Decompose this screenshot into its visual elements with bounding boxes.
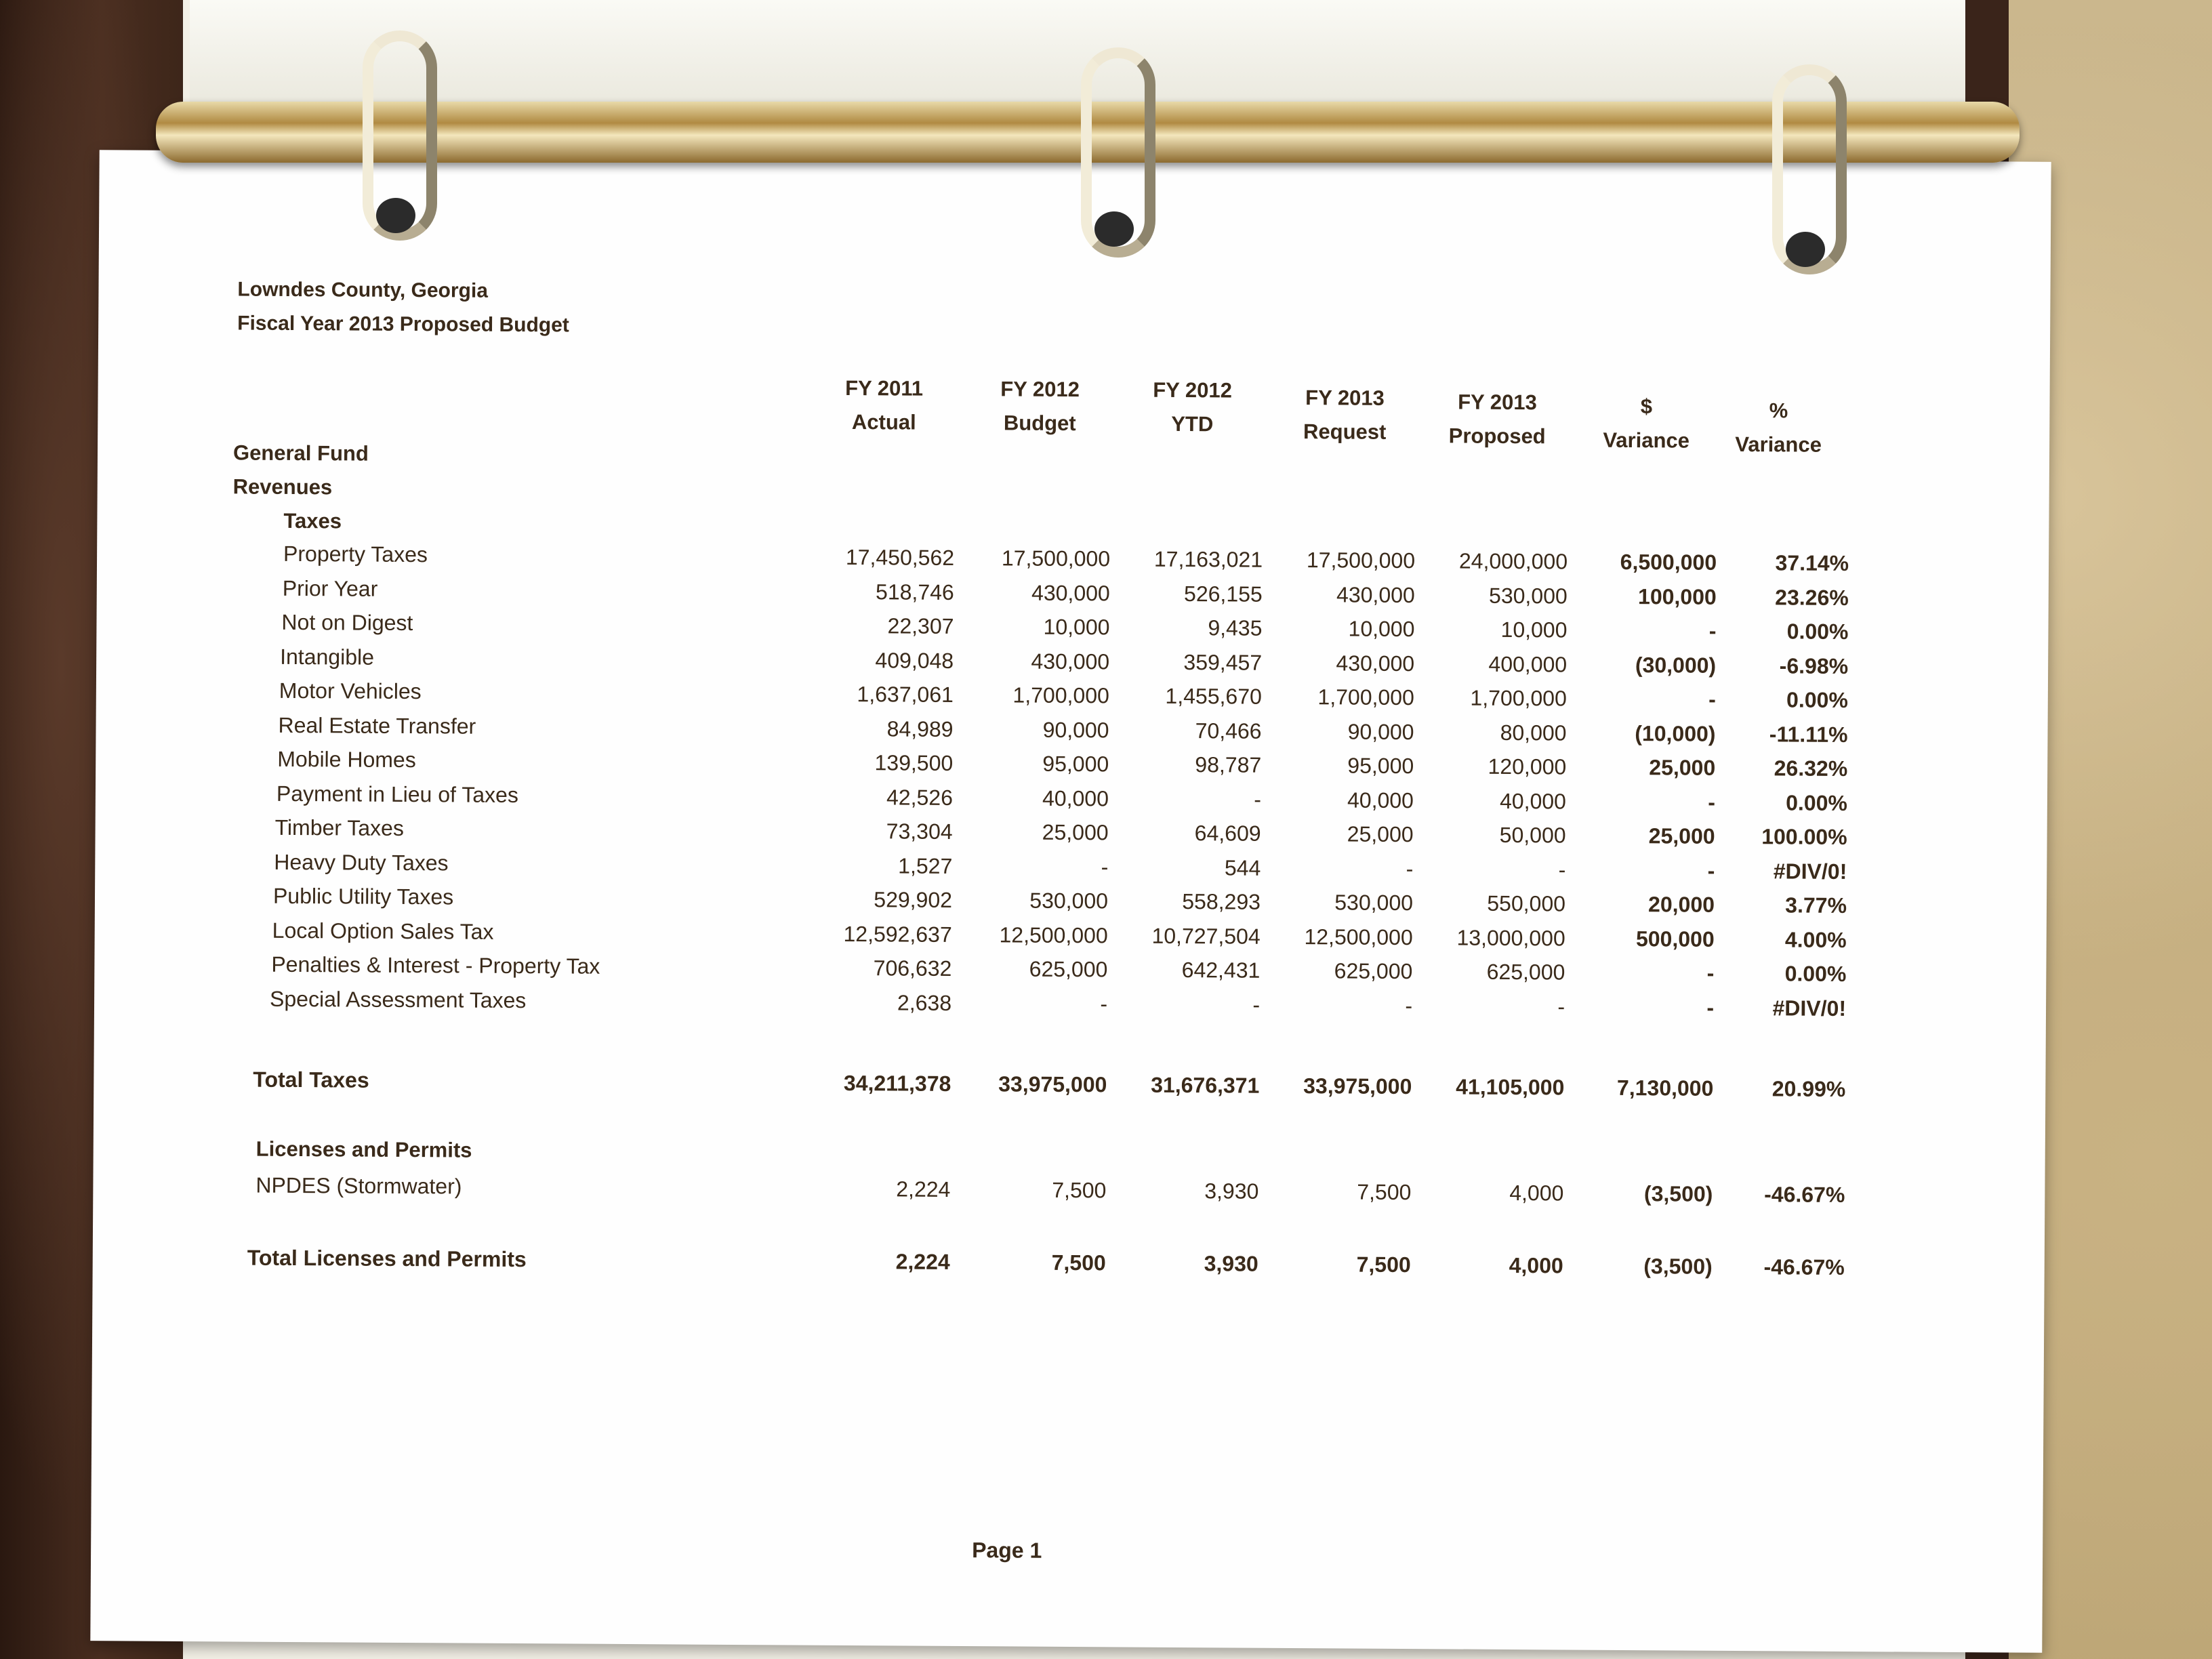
cell-fy2013-proposed: 625,000 [1486,959,1565,985]
cell-fy2012-ytd: 70,466 [1195,718,1262,743]
cell-percent-variance: 3.77% [1785,893,1847,918]
cell-fy2013-request: 7,500 [1356,1252,1411,1277]
cell-dollar-variance: - [1706,995,1715,1020]
cell-fy2011-actual: 17,450,562 [845,544,955,570]
cell-fy2013-proposed: 13,000,000 [1456,924,1565,950]
cell-fy2011-actual: 84,989 [886,716,954,741]
cell-fy2013-request: 430,000 [1336,650,1415,676]
column-header-fy2012-budget [965,372,1115,441]
cell-fy2012-budget: 625,000 [1029,956,1108,982]
cell-percent-variance: -11.11% [1769,721,1848,747]
cell-percent-variance: 100.00% [1761,824,1847,849]
cell-fy2013-request: 1,700,000 [1317,684,1414,710]
cell-fy2012-budget: 530,000 [1029,888,1109,914]
cell-fy2012-budget: 17,500,000 [1001,546,1111,571]
column-header-line2: Variance [1735,432,1822,457]
cell-fy2013-request: 10,000 [1348,616,1415,642]
column-header-line2: Actual [851,410,916,434]
cell-fy2012-ytd: 359,457 [1183,649,1263,675]
cell-fy2012-budget: 25,000 [1042,819,1109,845]
cell-dollar-variance: - [1708,618,1717,643]
row-label: Timber Taxes [274,815,405,840]
cell-dollar-variance: - [1708,687,1716,712]
cell-fy2012-ytd: 64,609 [1194,821,1261,846]
cell-fy2013-request: 430,000 [1336,581,1415,607]
cell-fy2012-budget: 430,000 [1031,649,1110,674]
cell-fy2013-proposed: 41,105,000 [1456,1074,1565,1100]
cell-fy2011-actual: 2,224 [896,1176,951,1202]
cell-fy2012-ytd: - [1252,992,1261,1017]
cell-fy2012-ytd: 526,155 [1183,581,1263,607]
document-subtitle: Fiscal Year 2013 Proposed Budget [237,312,569,337]
column-header-line2: Request [1303,419,1387,444]
cell-fy2013-request: - [1406,856,1414,881]
cell-dollar-variance: 6,500,000 [1620,549,1717,575]
cell-fy2013-request: 625,000 [1334,958,1413,984]
cell-fy2012-ytd: 9,435 [1208,615,1263,640]
cell-dollar-variance: 20,000 [1648,892,1715,917]
row-label: Payment in Lieu of Taxes [276,781,519,807]
column-header-line2: Proposed [1448,424,1546,449]
column-header-fy2013-proposed [1422,385,1572,453]
cell-fy2013-proposed: - [1557,994,1565,1019]
column-header-dollar-variance [1572,390,1721,458]
cell-fy2011-actual: 409,048 [875,647,954,673]
cell-fy2012-budget: 7,500 [1052,1177,1107,1203]
cell-fy2013-request: 33,975,000 [1303,1073,1412,1099]
row-label: Prior Year [282,575,378,601]
row-label: Penalties & Interest - Property Tax [271,951,600,979]
column-header-fy2012-ytd [1118,373,1267,441]
cell-fy2013-request: 530,000 [1334,890,1414,916]
cell-percent-variance: 0.00% [1786,619,1849,644]
cell-percent-variance: 0.00% [1786,790,1848,815]
cell-dollar-variance: (3,500) [1643,1254,1713,1279]
document-header [237,272,569,342]
cell-fy2012-budget: 430,000 [1031,580,1110,605]
cell-fy2013-request: 25,000 [1347,821,1414,847]
cell-dollar-variance: (3,500) [1643,1181,1713,1206]
cell-dollar-variance: 25,000 [1648,823,1715,848]
cell-fy2012-ytd: 31,676,371 [1151,1072,1260,1098]
cell-fy2012-ytd: 3,930 [1204,1251,1258,1276]
row-label: Total Licenses and Permits [247,1245,527,1272]
cell-percent-variance: 20.99% [1771,1076,1846,1101]
column-header-line1: FY 2012 [1000,377,1080,402]
cell-fy2013-request: 90,000 [1347,718,1414,744]
cell-fy2013-request: 12,500,000 [1304,924,1413,949]
cell-fy2011-actual: 22,307 [887,613,954,638]
cell-fy2011-actual: 12,592,637 [843,921,952,947]
cell-dollar-variance: - [1706,960,1715,985]
cell-percent-variance: 26.32% [1774,756,1848,781]
row-label: Mobile Homes [277,746,416,773]
cell-fy2011-actual: 2,224 [895,1249,950,1274]
row-label: Local Option Sales Tax [272,918,494,944]
cell-fy2012-budget: 90,000 [1042,717,1109,742]
cell-fy2012-budget: 7,500 [1051,1250,1106,1275]
cell-percent-variance: #DIV/0! [1773,858,1847,884]
row-label: NPDES (Stormwater) [255,1172,462,1199]
cell-dollar-variance: - [1707,858,1715,883]
punch-hole-middle [1094,211,1134,247]
cell-fy2013-request: 95,000 [1347,753,1414,779]
cell-fy2012-ytd: 558,293 [1182,889,1261,914]
cell-fy2012-budget: 12,500,000 [999,922,1108,947]
cell-fy2013-request: 7,500 [1357,1179,1412,1205]
cell-percent-variance: 0.00% [1786,687,1848,712]
row-label: Heavy Duty Taxes [274,849,449,875]
cell-fy2013-request: 17,500,000 [1306,548,1416,573]
cell-fy2013-proposed: 550,000 [1487,890,1566,916]
cell-fy2013-request: 40,000 [1347,787,1414,813]
row-label: Intangible [280,644,375,670]
cell-fy2012-ytd: 1,455,670 [1165,683,1262,709]
cell-fy2011-actual: 73,304 [886,819,953,844]
budget-page [90,150,2051,1653]
cell-fy2013-proposed: 24,000,000 [1458,548,1568,574]
cell-percent-variance: 37.14% [1775,550,1849,576]
cell-fy2012-ytd: 642,431 [1181,958,1261,983]
cell-fy2012-budget: 33,975,000 [998,1071,1107,1097]
cell-fy2013-proposed: 400,000 [1488,651,1568,676]
cell-fy2012-budget: 1,700,000 [1012,682,1109,708]
column-header-line1: % [1769,398,1788,423]
column-header-line2: YTD [1171,411,1214,436]
cell-fy2012-ytd: - [1254,787,1262,812]
column-header-line2: Variance [1603,428,1690,453]
cell-fy2011-actual: 529,902 [874,887,953,912]
cell-fy2013-proposed: 10,000 [1500,617,1568,642]
cell-fy2013-proposed: 50,000 [1499,822,1566,848]
cell-dollar-variance: 7,130,000 [1616,1075,1714,1101]
cell-percent-variance: 0.00% [1784,961,1847,986]
cell-fy2013-proposed: 120,000 [1488,754,1567,779]
punch-hole-left [376,198,415,233]
cell-fy2012-budget: 40,000 [1042,785,1109,811]
cell-dollar-variance: (30,000) [1635,652,1717,678]
section-taxes: Taxes [283,508,342,533]
cell-fy2013-proposed: - [1558,857,1566,882]
column-header-fy2013-request [1270,381,1420,449]
cell-fy2013-request: - [1405,993,1413,1018]
column-header-line1: FY 2013 [1458,390,1537,415]
punch-hole-right [1786,232,1825,267]
cell-fy2012-ytd: 544 [1224,855,1261,880]
cell-fy2013-proposed: 40,000 [1499,788,1567,813]
cell-dollar-variance: 25,000 [1649,755,1716,780]
cell-percent-variance: -46.67% [1764,1182,1845,1207]
row-label: Motor Vehicles [279,678,422,704]
column-header-line1: FY 2011 [845,375,924,401]
column-header-percent-variance [1704,394,1853,462]
row-label: Real Estate Transfer [278,712,476,739]
cell-fy2011-actual: 1,527 [898,853,953,878]
cell-fy2013-proposed: 4,000 [1509,1252,1563,1278]
cell-fy2011-actual: 706,632 [873,956,952,981]
cell-fy2013-proposed: 80,000 [1500,720,1567,745]
section-licenses-permits: Licenses and Permits [255,1136,472,1162]
cell-fy2013-proposed: 530,000 [1488,583,1568,608]
cell-fy2012-budget: 10,000 [1043,614,1110,640]
cell-fy2013-proposed: 4,000 [1509,1180,1564,1206]
cell-fy2013-proposed: 1,700,000 [1470,685,1567,711]
cell-fy2012-ytd: 98,787 [1195,752,1262,777]
cell-dollar-variance: - [1708,790,1716,815]
cell-fy2012-ytd: 17,163,021 [1153,546,1263,572]
column-header-line2: Budget [1003,411,1076,436]
total-licenses-row [93,1244,2045,1289]
cell-fy2011-actual: 139,500 [874,750,954,775]
cell-fy2012-budget: - [1101,854,1109,879]
total-taxes-row [94,1066,2045,1111]
cell-fy2011-actual: 1,637,061 [857,682,954,707]
row-label: Public Utility Taxes [272,883,454,909]
cell-dollar-variance: 500,000 [1635,926,1715,951]
table-row [93,1172,2045,1216]
cell-percent-variance: #DIV/0! [1772,995,1847,1021]
section-revenues: Revenues [232,474,333,499]
row-label: Special Assessment Taxes [269,986,527,1012]
cell-dollar-variance: 100,000 [1637,583,1717,609]
page-number: Page 1 [972,1538,1042,1563]
cell-percent-variance: -6.98% [1779,653,1849,678]
column-header-line1: $ [1640,394,1653,419]
cell-fy2012-budget: 95,000 [1042,751,1109,777]
row-label: Property Taxes [283,541,428,567]
row-label: Not on Digest [281,609,413,636]
cell-fy2011-actual: 518,746 [876,579,954,605]
cell-fy2011-actual: 42,526 [886,784,954,810]
binder-inner-cover [190,0,1965,115]
column-header-line1: FY 2012 [1153,377,1233,403]
cell-percent-variance: -46.67% [1763,1254,1845,1279]
cell-fy2011-actual: 2,638 [897,989,952,1015]
cell-fy2012-budget: - [1100,991,1108,1016]
cell-fy2012-ytd: 3,930 [1204,1179,1259,1204]
cell-fy2012-ytd: 10,727,504 [1151,923,1261,949]
row-label: Total Taxes [253,1067,369,1092]
column-header-line1: FY 2013 [1305,386,1385,410]
section-general-fund: General Fund [232,441,369,466]
cell-percent-variance: 23.26% [1775,584,1849,610]
cell-fy2011-actual: 34,211,378 [843,1070,951,1096]
cell-dollar-variance: (10,000) [1635,720,1716,746]
cell-percent-variance: 4.00% [1784,926,1847,952]
document-title: Lowndes County, Georgia [237,278,489,302]
column-header-fy2011-actual [809,371,959,440]
